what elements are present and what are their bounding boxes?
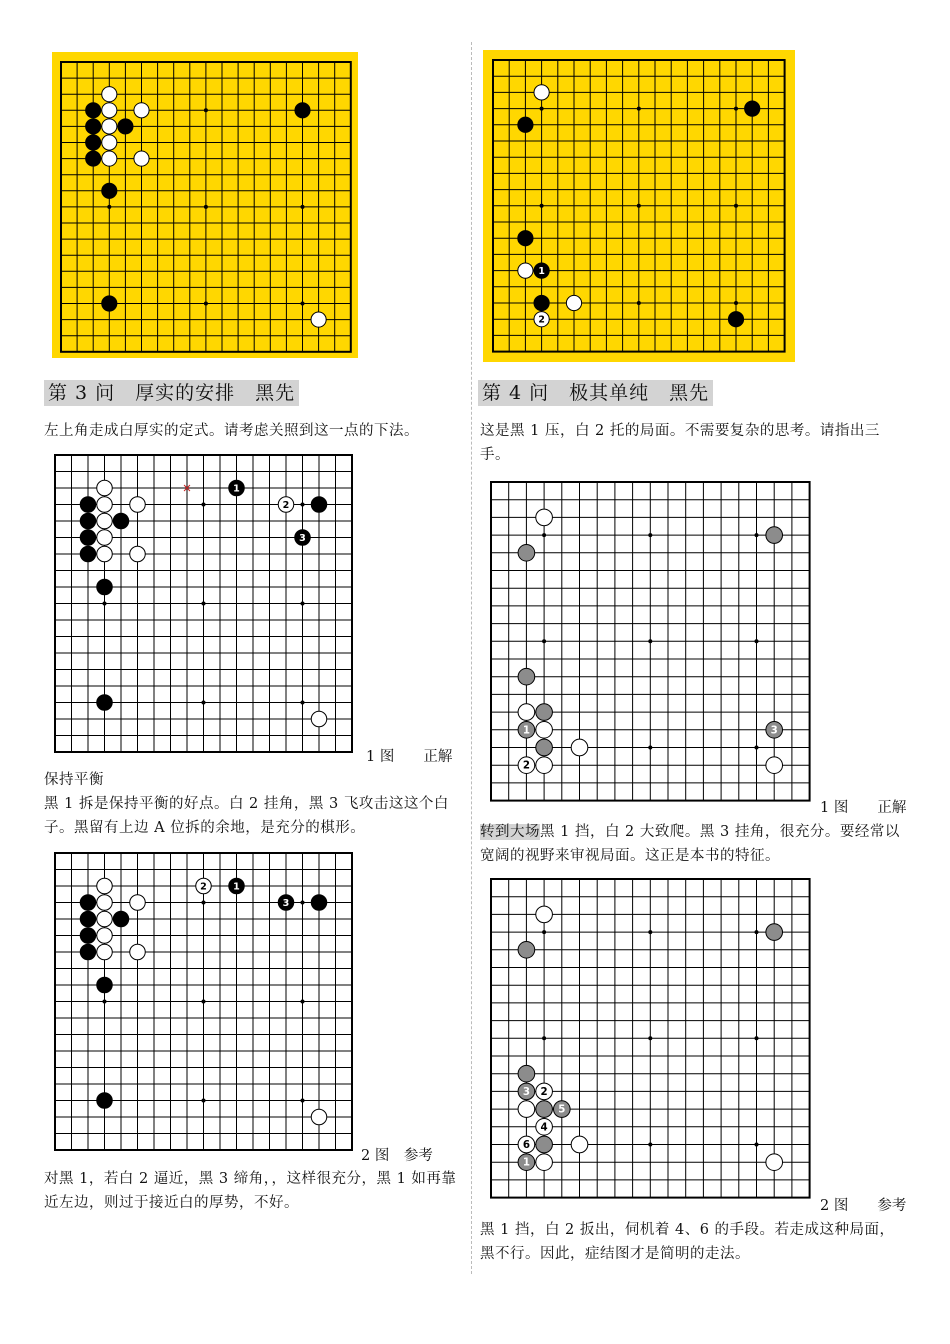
stone-number: 2 [540,1085,548,1098]
black-stone [118,119,133,134]
column-divider [471,42,472,1274]
gray-stone [518,544,535,561]
q4-fig1-highlight: 转到大场 [480,824,540,840]
white-stone [97,895,113,911]
q4-title: 第 4 问 极其单纯 黑先 [478,380,713,406]
white-stone [130,546,146,562]
white-stone [102,87,117,102]
stone-number: 3 [770,724,778,737]
q3-problem-board [52,52,358,358]
white-stone [766,757,783,774]
gray-stone-3 [766,721,783,738]
q3-fig1-board [55,455,355,755]
black-stone-3 [278,895,294,911]
white-stone [566,295,581,310]
white-stone [134,103,149,118]
white-stone-2 [534,312,549,327]
star-point [542,533,546,537]
star-point [204,302,208,306]
gray-stone [766,527,783,544]
white-stone [102,151,117,166]
stone-number: 1 [538,265,545,277]
black-stone-3 [295,530,311,546]
white-stone-2 [196,878,212,894]
star-point [202,503,206,507]
white-stone [536,721,553,738]
q4-fig1-caption: 1 图 正解 [820,800,907,816]
black-stone [80,513,96,529]
gray-stone-1 [518,721,535,738]
black-stone [80,944,96,960]
white-stone [534,85,549,100]
white-stone [311,1109,327,1125]
star-point [755,533,759,537]
white-stone-2 [278,497,294,513]
white-stone [536,1154,553,1171]
star-point [103,602,107,606]
black-stone [518,231,533,246]
black-stone [80,546,96,562]
star-point [542,639,546,643]
q3-fig2-text: 对黑 1，若白 2 逼近，黑 3 缔角，，这样很充分，黑 1 如再靠近左边，则过于接近白的厚势，不好。 [44,1171,457,1211]
white-stone [571,1136,588,1153]
gray-stone [518,1065,535,1082]
white-stone [536,906,553,923]
white-stone [130,895,146,911]
white-stone [311,711,327,727]
star-point [301,701,305,705]
black-stone [97,977,113,993]
star-point [204,108,208,112]
star-point [202,701,206,705]
star-point [755,1036,759,1040]
q4-fig1-paragraph [480,820,906,868]
black-stone [80,497,96,513]
black-stone [295,103,310,118]
gray-stone [536,704,553,721]
white-stone [97,497,113,513]
q4-fig1-board [491,482,811,802]
white-stone [97,546,113,562]
star-point [755,746,759,750]
q4-fig2-text: 黑 1 挡，白 2 扳出，伺机着 4、6 的手段。若走成这种局面，黑不行。因此，症结图才是简明的走法。 [480,1222,895,1262]
white-stone [766,1154,783,1171]
star-point [202,1000,206,1004]
star-point [301,1000,305,1004]
star-point [637,204,641,208]
star-point [202,1099,206,1103]
stone-number: 1 [233,483,240,495]
stone-number: 3 [299,532,306,544]
star-point [202,901,206,905]
star-point [202,602,206,606]
gray-stone [536,739,553,756]
q3-title: 第 3 问 厚实的安排 黑先 [44,380,299,406]
white-stone-2 [518,757,535,774]
q4-fig2-board [491,879,811,1199]
white-stone [97,480,113,496]
gray-stone-1 [518,1154,535,1171]
q4-fig2-caption: 2 图 参考 [820,1198,907,1214]
white-stone [134,151,149,166]
stone-number: 1 [522,724,530,737]
star-point [755,930,759,934]
stone-number: 1 [522,1156,530,1169]
black-stone-1 [229,878,245,894]
star-point [103,1000,107,1004]
star-point [301,503,305,507]
gray-stone-3 [518,1083,535,1100]
white-stone-6 [518,1136,535,1153]
gray-stone-5 [553,1101,570,1118]
gray-stone [518,668,535,685]
stone-number: 2 [522,759,530,772]
black-stone-1 [534,263,549,278]
black-stone [97,695,113,711]
white-stone [97,530,113,546]
gray-stone [766,924,783,941]
white-stone [97,911,113,927]
q4-problem-board [483,50,795,362]
white-stone [518,263,533,278]
q3-fig1-caption: 1 图 正解 [366,749,453,765]
q3-fig2-board [55,853,355,1153]
black-stone [86,135,101,150]
black-stone [97,1093,113,1109]
black-stone [113,513,129,529]
black-stone [518,117,533,132]
black-stone [86,103,101,118]
white-stone [536,757,553,774]
star-point [648,746,652,750]
star-point [734,301,738,305]
black-stone [102,296,117,311]
star-point [301,302,305,306]
gray-stone [536,1136,553,1153]
star-point [301,901,305,905]
white-stone [102,103,117,118]
black-stone [97,579,113,595]
q3-fig1-text: 黑 1 拆是保持平衡的好点。白 2 挂角，黑 3 飞攻击这这个白子。黑留有上边 A 位拆的余地，是充分的棋形。 [44,796,449,836]
q3-prompt: 左上角走成白厚实的定式。请考虑关照到这一点的下法。 [44,423,419,439]
stone-number: 1 [233,881,240,893]
white-stone-2 [536,1083,553,1100]
gray-stone [536,1101,553,1118]
q3-fig1-heading: 保持平衡 [44,772,104,788]
star-point [734,107,738,111]
black-stone-1 [229,480,245,496]
star-point [204,205,208,209]
white-stone [536,509,553,526]
star-point [542,930,546,934]
stone-number: 6 [522,1139,530,1152]
stone-number: 3 [522,1085,530,1098]
stone-number: 5 [558,1103,566,1116]
star-point [637,301,641,305]
white-stone [102,119,117,134]
star-point [301,602,305,606]
white-stone [102,135,117,150]
white-stone [518,704,535,721]
stone-number: 3 [282,897,290,909]
star-point [540,204,544,208]
black-stone [80,911,96,927]
stone-number: 2 [282,499,290,511]
stone-number: 4 [540,1121,548,1134]
q4-prompt: 这是黑 1 压，白 2 托的局面。不需要复杂的思考。请指出三手。 [480,423,880,463]
star-point [540,107,544,111]
white-stone [571,739,588,756]
black-stone [311,895,327,911]
white-stone [130,944,146,960]
black-stone [80,895,96,911]
white-stone-4 [536,1118,553,1135]
gray-stone [518,941,535,958]
black-stone [311,497,327,513]
black-stone [534,295,549,310]
white-stone [311,312,326,327]
star-point [755,639,759,643]
star-point [648,930,652,934]
white-stone [97,878,113,894]
star-point [542,1036,546,1040]
star-point [637,107,641,111]
star-point [648,533,652,537]
black-stone [86,151,101,166]
board-background [52,52,358,358]
star-point [648,639,652,643]
black-stone [80,928,96,944]
white-stone [97,928,113,944]
black-stone [86,119,101,134]
star-point [648,1036,652,1040]
black-stone [80,530,96,546]
white-stone [97,944,113,960]
q4-fig1-text: 黑 1 挡，白 2 大致爬。黑 3 挂角，很充分。要经常以宽阔的视野来审视局面。这正是本书的特征。 [480,824,900,864]
star-point [301,1099,305,1103]
star-point [301,205,305,209]
black-stone [113,911,129,927]
star-point [734,204,738,208]
stone-number: 2 [200,881,207,893]
white-stone [97,513,113,529]
star-point [755,1143,759,1147]
stone-number: 2 [538,314,545,326]
black-stone [745,101,760,116]
q3-fig2-caption: 2 图 参考 [361,1148,433,1164]
black-stone [728,312,743,327]
white-stone [130,497,146,513]
white-stone [518,1101,535,1118]
star-point [648,1143,652,1147]
black-stone [102,183,117,198]
star-point [107,205,111,209]
